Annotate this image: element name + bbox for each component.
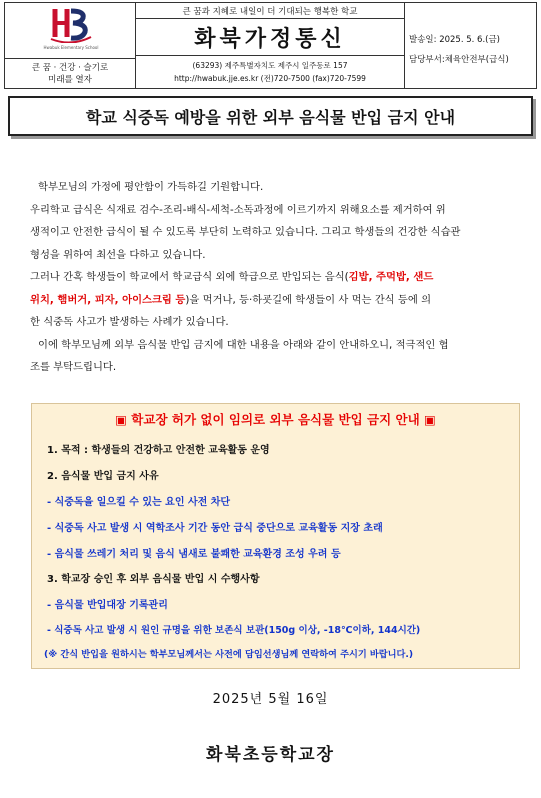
body-line: 생적이고 안전한 급식이 될 수 있도록 부단히 노력하고 있습니다. 그리고 학생들의 건강한 식습관 bbox=[30, 226, 461, 238]
body-line: 이에 학부모님께 외부 음식물 반입 금지에 대한 내용을 아래와 같이 안내하오니, 적극적인 협 bbox=[38, 338, 449, 351]
body-line: 형성을 위하여 최선을 다하고 있습니다. bbox=[30, 248, 206, 261]
header-center bbox=[136, 3, 404, 88]
motto-line-2: 미래를 열자 bbox=[48, 74, 92, 85]
box-note: (※ 간식 반입을 원하시는 학부모님께서는 사전에 담임선생님께 연락하여 주시기 바랍니다.) bbox=[44, 649, 414, 660]
notice-date: 2025년 5월 16일 bbox=[212, 692, 329, 707]
notice-body bbox=[30, 176, 516, 379]
body-line: 한 식중독 사고가 발생하는 사례가 있습니다. bbox=[30, 316, 229, 328]
address-line-2: http://hwabuk.jje.es.kr (전)720-7500 (fax)720-7599 bbox=[174, 74, 366, 83]
logo-caption: Hwabuk Elementary School bbox=[43, 45, 99, 50]
body-line: 조를 부탁드립니다. bbox=[30, 361, 117, 373]
reason-item: - 음식물 쓰레기 처리 및 음식 냄새로 불쾌한 교육환경 조성 우려 등 bbox=[47, 549, 341, 560]
reasons-heading: 2. 음식물 반입 금지 사유 bbox=[47, 471, 159, 482]
body-text: 그러나 간혹 학생들이 학교에서 학교급식 외에 학급으로 반입되는 음식( bbox=[30, 271, 349, 283]
requirements-heading: 3. 학교장 승인 후 외부 음식물 반입 시 수행사항 bbox=[47, 574, 260, 585]
address-line-1: (63293) 제주특별자치도 제주시 일주동로 157 bbox=[192, 61, 348, 70]
reason-item: - 식중독 사고 발생 시 역학조사 기간 동안 급식 중단으로 교육활동 지장 초래 bbox=[47, 523, 383, 534]
school-slogan: 큰 꿈과 지혜로 내일이 더 기대되는 행복한 학교 bbox=[136, 3, 404, 19]
food-examples-highlight: 김밥, 주먹밥, 샌드 bbox=[348, 271, 434, 283]
notice-title: 학교 식중독 예방을 위한 외부 음식물 반입 금지 안내 bbox=[8, 96, 533, 136]
reason-item: - 식중독을 일으킬 수 있는 요인 사전 차단 bbox=[47, 497, 231, 508]
newsletter-header bbox=[4, 2, 537, 89]
requirement-item: - 식중독 사고 발생 시 원인 규명을 위한 보존식 보관(150g 이상, -18℃이하, 144시간) bbox=[47, 625, 421, 636]
prohibition-info-box bbox=[31, 403, 520, 669]
school-motto bbox=[5, 58, 135, 88]
food-examples-highlight: 위치, 햄버거, 피자, 아이스크림 등 bbox=[30, 293, 186, 306]
signer: 화북초등학교장 bbox=[206, 745, 335, 765]
body-line bbox=[30, 266, 516, 289]
school-address bbox=[136, 55, 404, 88]
logo-cell bbox=[5, 3, 135, 58]
box-title: ▣ 학교장 허가 없이 임의로 외부 음식물 반입 금지 안내 ▣ bbox=[115, 412, 436, 427]
department: 담당부서:체육안전부(급식) bbox=[409, 55, 509, 65]
newsletter-title: 화북가정통신 bbox=[194, 26, 346, 52]
greeting-paragraph: 학부모님의 가정에 평안함이 가득하길 기원합니다. bbox=[38, 181, 264, 193]
body-text: )을 먹거나, 등·하굣길에 학생들이 사 먹는 간식 등에 의 bbox=[185, 293, 432, 306]
header-meta bbox=[405, 3, 536, 88]
motto-line-1: 큰 꿈 · 건강 · 슬기로 bbox=[31, 62, 109, 73]
publish-date: 발송일: 2025. 5. 6.(금) bbox=[409, 35, 500, 45]
school-logo-icon bbox=[49, 7, 93, 43]
body-line: 우리학교 급식은 식재료 검수-조리-배식-세척-소독과정에 이르기까지 위해요소를 제거하여 위 bbox=[30, 203, 446, 216]
purpose-item: 1. 목적 : 학생들의 건강하고 안전한 교육활동 운영 bbox=[47, 445, 270, 456]
requirement-item: - 음식물 반입대장 기록관리 bbox=[47, 600, 168, 611]
body-line bbox=[30, 289, 516, 312]
